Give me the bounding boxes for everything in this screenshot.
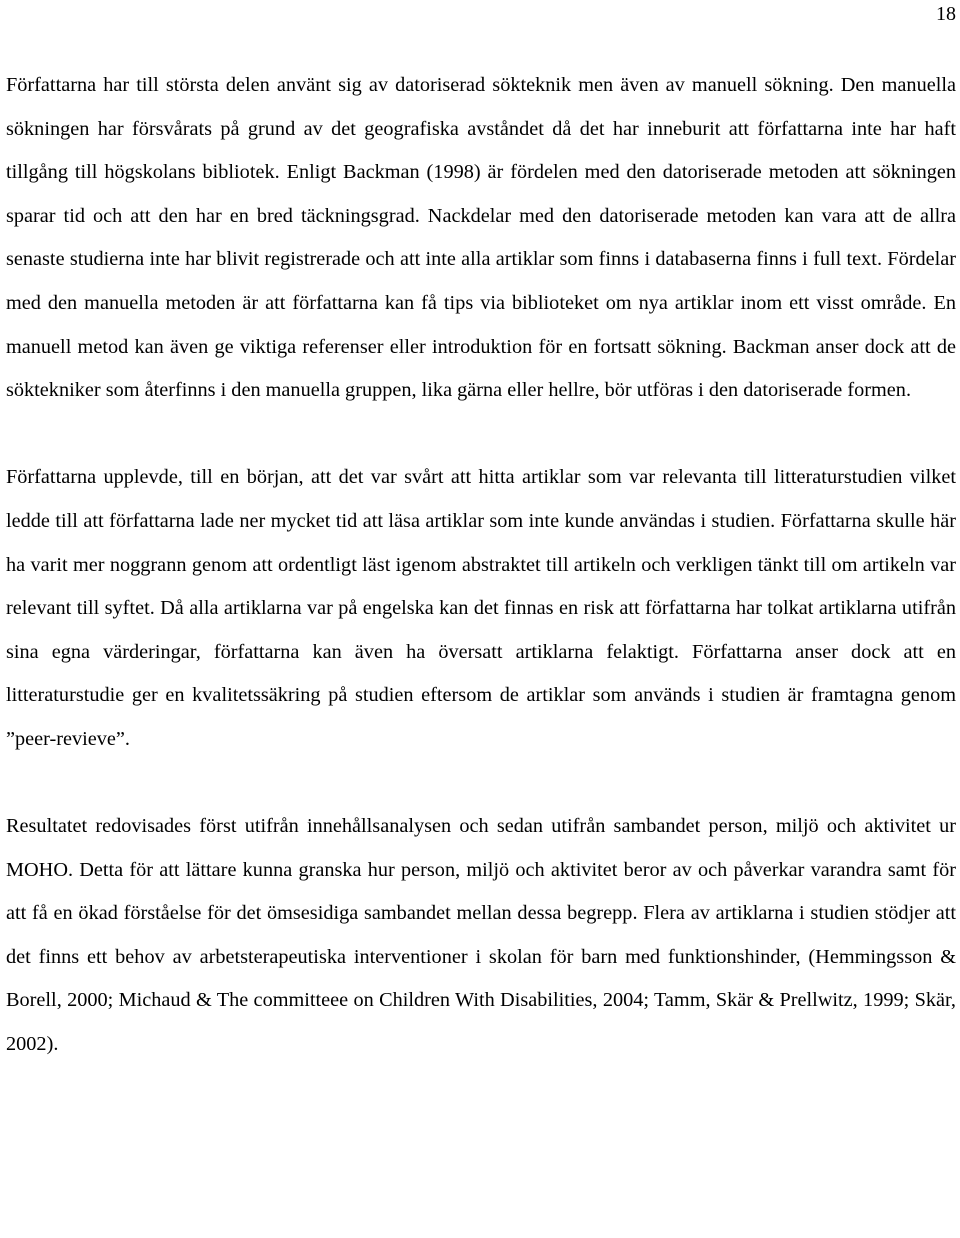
paragraph-search-methods: Författarna har till största delen använt sig av datoriserad sökteknik men även av manuell sökning. Den manuella sökningen har försvårats på grund av det geografiska avståndet då det har inneburit att författarna inte har haft tillgång till högskolans bibliotek. Enligt Backman (1998) är fördelen med den datoriserade metoden att sökningen sparar tid och att den har en bred täckningsgrad. Nackdelar med den datoriserade metoden kan vara att de allra senaste studierna inte har blivit registrerade och att inte alla artiklar som finns i databaserna finns i full text. Fördelar med den manuella metoden är att författarna kan få tips via biblioteket om nya artiklar inom ett visst område. En manuell metod kan även ge viktiga referenser eller introduktion för en fortsatt sökning. Backman anser dock att de söktekniker som återfinns i den manuella gruppen, lika gärna eller hellre, bör utföras i den datoriserade formen.: [6, 74, 956, 402]
paragraph-results-presentation: Resultatet redovisades först utifrån innehållsanalysen och sedan utifrån sambandet person, miljö och aktivitet ur MOHO. Detta för att lättare kunna granska hur person, miljö och aktivitet beror av och påverkar varandra samt för att få en ökad förståelse för det ömsesidiga sambandet mellan dessa begrepp. Flera av artiklarna i studien stödjer att det finns ett behov av arbetsterapeutiska interventioner i skolan för barn med funktionshinder, (Hemmingsson & Borell, 2000; Michaud & The committeee on Children With Disabilities, 2004; Tamm, Skär & Prellwitz, 1999; Skär, 2002).: [6, 815, 956, 1056]
page-number: 18: [936, 3, 956, 25]
paragraph-article-relevance: Författarna upplevde, till en början, att det var svårt att hitta artiklar som var relevanta till litteraturstudien vilket ledde till att författarna lade ner mycket tid att läsa artiklar som inte kunde användas i studien. Författarna skulle här ha varit mer noggrann genom att ordentligt läst igenom abstraktet till artikeln och verkligen tänkt till om artikeln var relevant till syftet. Då alla artiklarna var på engelska kan det finnas en risk att författarna har tolkat artiklarna utifrån sina egna värderingar, författarna kan även ha översatt artiklarna felaktigt. Författarna anser dock att en litteraturstudie ger en kvalitetssäkring på studien eftersom de artiklar som används i studien är framtagna genom ”peer-revieve”.: [6, 466, 956, 750]
document-body: [6, 64, 956, 1067]
